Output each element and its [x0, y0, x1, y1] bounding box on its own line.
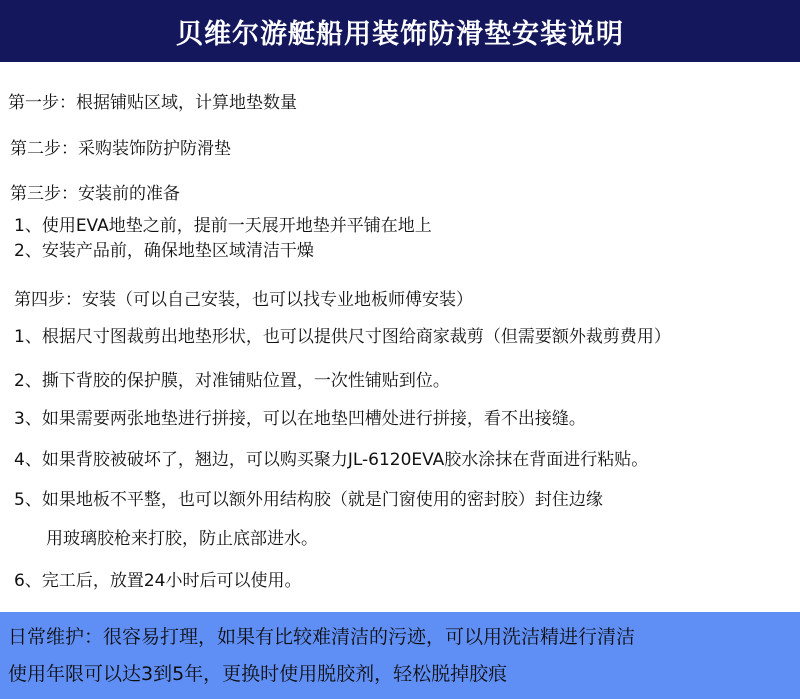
step4-item: 4、如果背胶被破坏了，翘边，可以购买聚力JL-6120EVA胶水涂抹在背面进行粘贴。	[14, 450, 649, 470]
step4-item: 2、撕下背胶的保护膜，对准铺贴位置，一次性铺贴到位。	[14, 371, 450, 391]
step3-title: 第三步：安装前的准备	[10, 184, 180, 204]
step4-item: 6、完工后，放置24小时后可以使用。	[14, 571, 302, 591]
page-title: 贝维尔游艇船用装饰防滑垫安装说明	[176, 18, 624, 50]
step4-item: 5、如果地板不平整，也可以额外用结构胶（就是门窗使用的密封胶）封住边缘	[14, 490, 603, 510]
step4-item-continuation: 用玻璃胶枪来打胶，防止底部进水。	[46, 529, 318, 549]
step3-item: 2、安装产品前，确保地垫区域清洁干燥	[14, 241, 314, 261]
step4-item: 3、如果需要两张地垫进行拼接，可以在地垫凹槽处进行拼接，看不出接缝。	[14, 409, 586, 429]
lifespan-text: 使用年限可以达3到5年，更换时使用脱胶剂，轻松脱掉胶痕	[8, 663, 508, 685]
step4-item: 1、根据尺寸图裁剪出地垫形状，也可以提供尺寸图给商家裁剪（但需要额外裁剪费用）	[14, 327, 671, 347]
step3-item: 1、使用EVA地垫之前，提前一天展开地垫并平铺在地上	[14, 216, 432, 236]
step1-text: 第一步：根据铺贴区域，计算地垫数量	[8, 93, 297, 113]
step4-title: 第四步：安装（可以自己安装，也可以找专业地板师傅安装）	[14, 290, 473, 310]
maintenance-text: 日常维护：很容易打理，如果有比较难清洁的污迹，可以用洗洁精进行清洁	[8, 626, 636, 648]
page-header	[0, 0, 800, 62]
step2-text: 第二步：采购装饰防护防滑垫	[10, 139, 231, 159]
maintenance-footer	[0, 612, 800, 699]
